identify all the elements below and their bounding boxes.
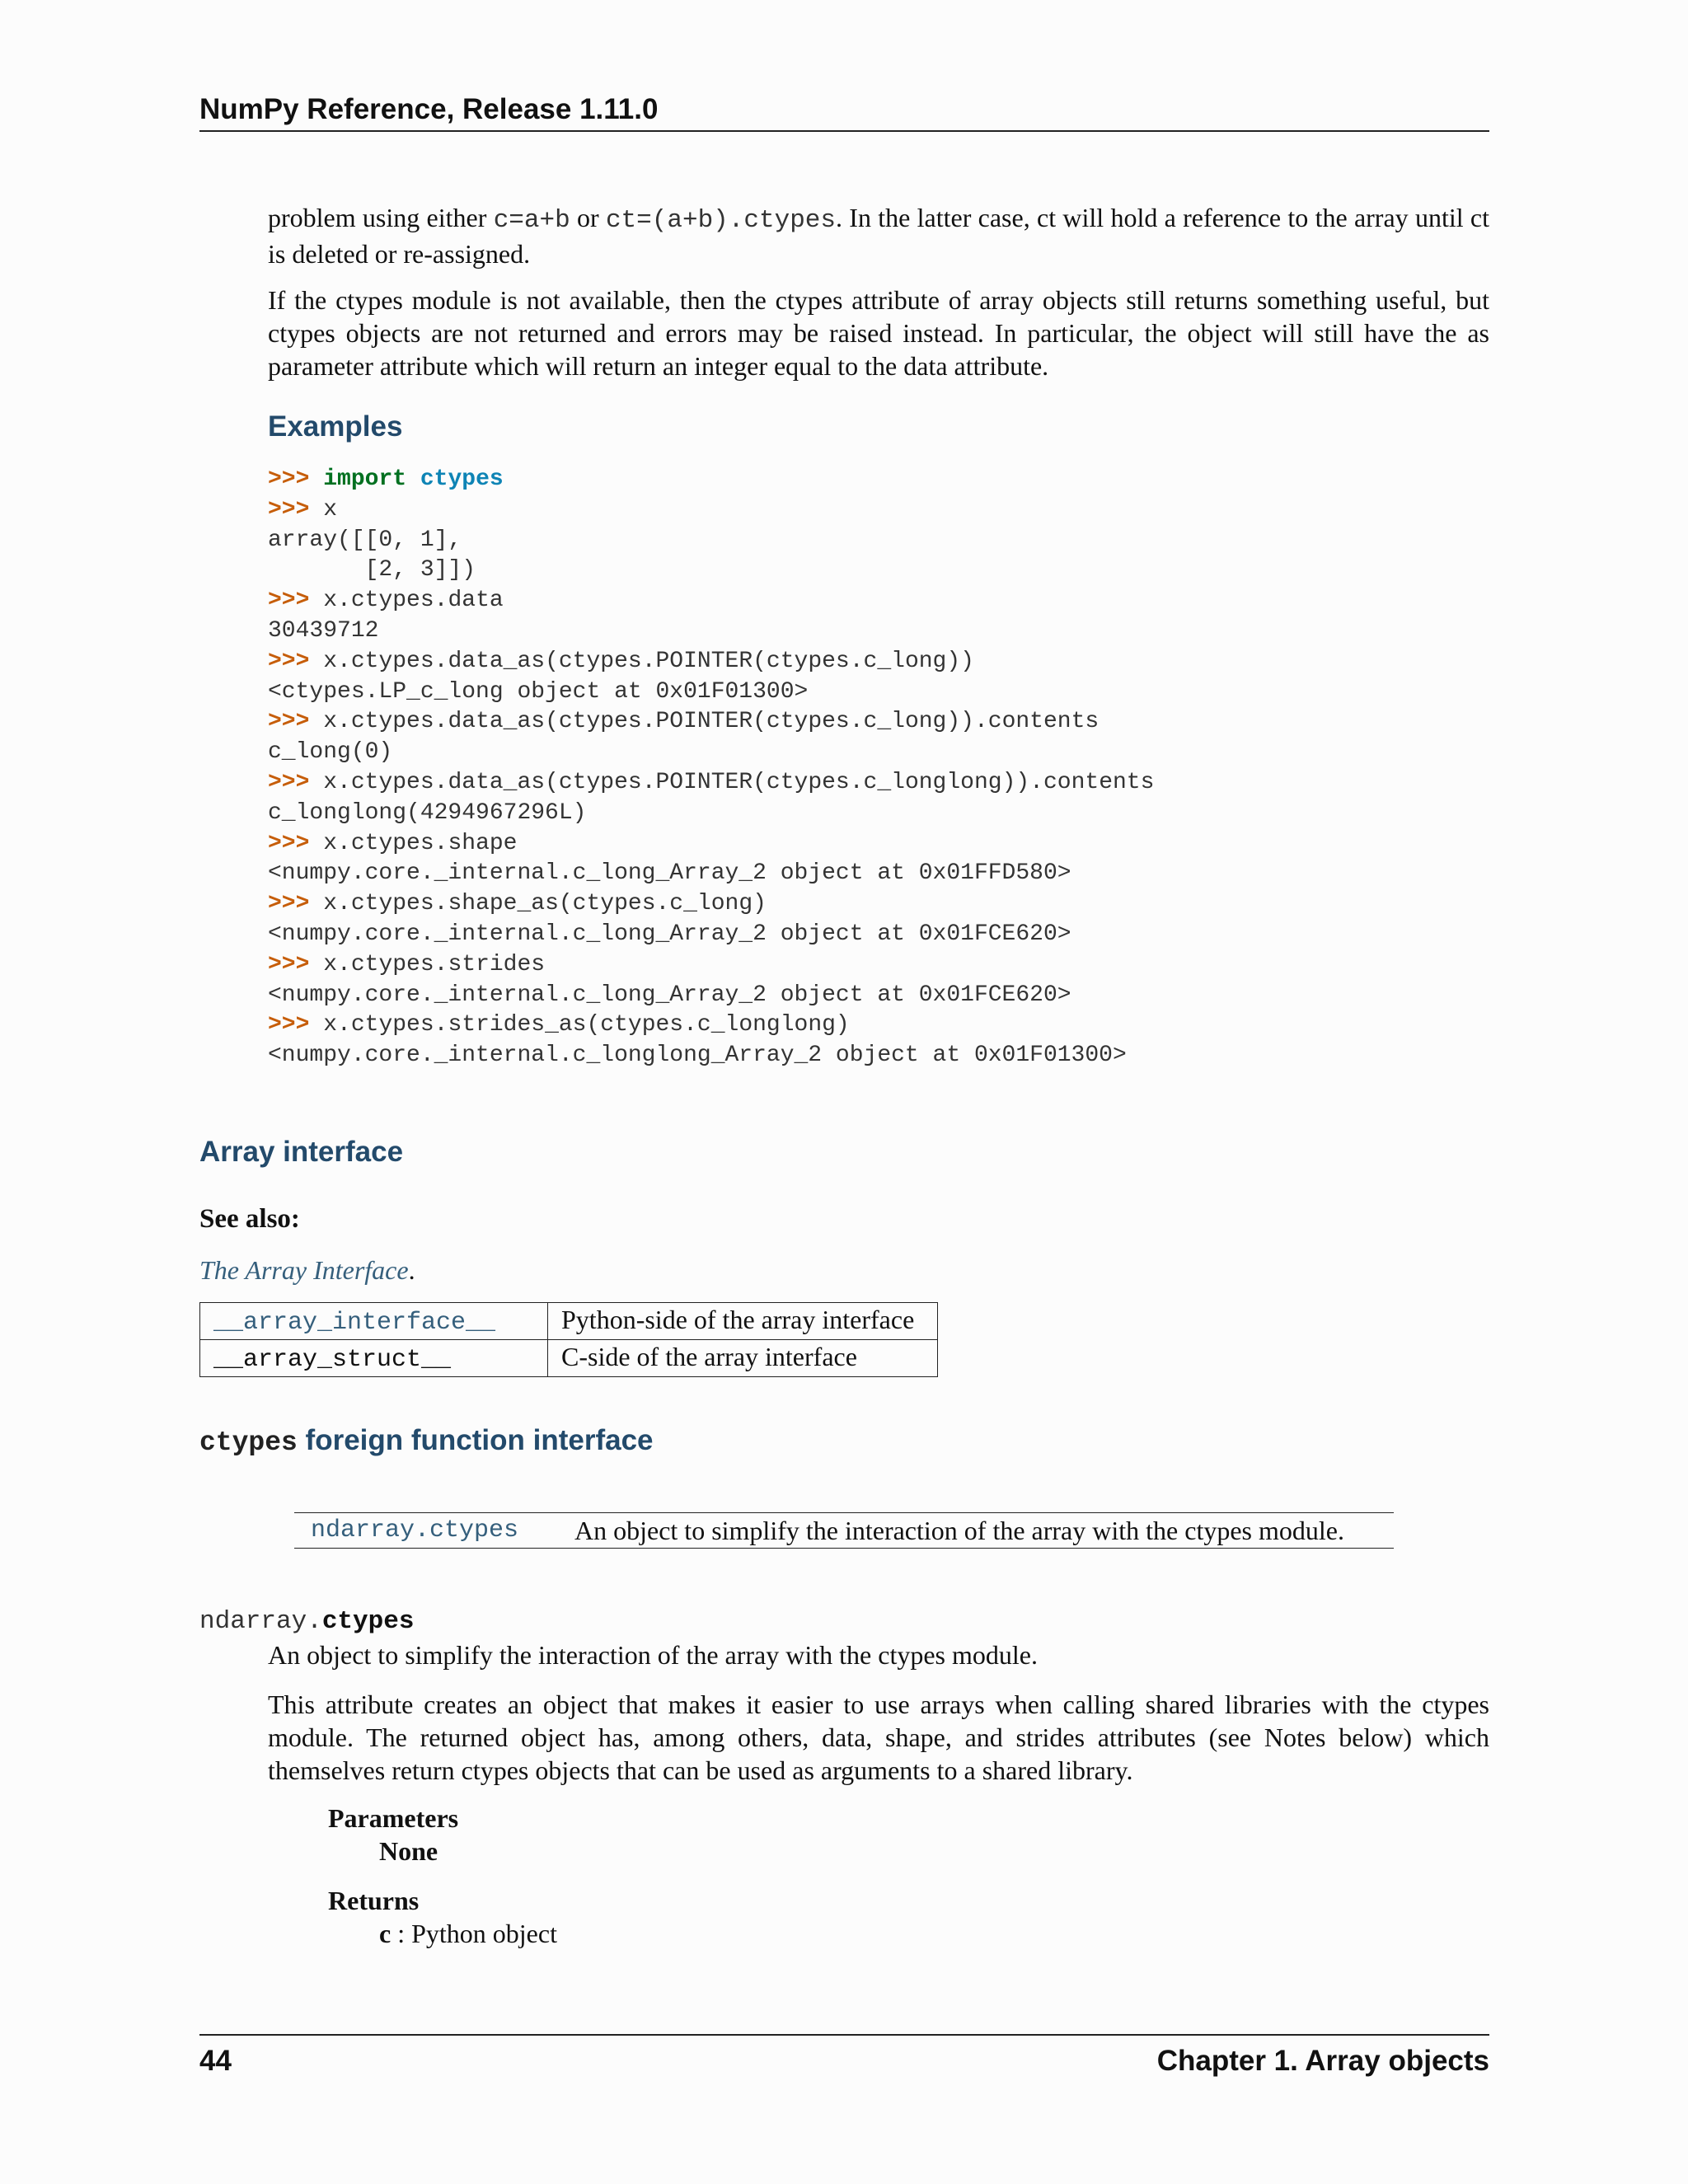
array-interface-attr-link[interactable]: __array_interface__ <box>213 1309 496 1337</box>
code-input: x.ctypes.strides <box>323 951 546 977</box>
attribute-signature <box>199 1607 414 1636</box>
code-output: <numpy.core._internal.c_long_Array_2 object at 0x01FCE620> <box>268 921 1071 947</box>
array-struct-attr: __array_struct__ <box>213 1346 452 1374</box>
prompt: >>> <box>268 709 310 735</box>
code-output: c_long(0) <box>268 739 393 766</box>
code-module: ctypes <box>420 466 504 492</box>
prompt: >>> <box>268 891 310 917</box>
prompt: >>> <box>268 951 310 977</box>
intro-text: . In the latter case, ct will hold a reference to the array until ct is deleted or re-assigned. <box>268 203 1490 269</box>
code-input: x.ctypes.data_as(ctypes.POINTER(ctypes.c_long)) <box>323 648 974 674</box>
code-output: c_longlong(4294967296L) <box>268 799 587 826</box>
table-row <box>200 1340 938 1377</box>
code-input: x.ctypes.data_as(ctypes.POINTER(ctypes.c_long)).contents <box>323 709 1100 735</box>
intro-text: or <box>570 203 606 232</box>
code-output: <ctypes.LP_c_long object at 0x01F01300> <box>268 678 809 705</box>
code-output: [2, 3]]) <box>268 557 476 583</box>
attribute-description-1: An object to simplify the interaction of the array with the ctypes module. <box>268 1640 1038 1670</box>
parameters-label: Parameters <box>328 1803 459 1833</box>
table-cell: Python-side of the array interface <box>548 1303 938 1340</box>
examples-heading: Examples <box>268 410 403 443</box>
array-interface-link[interactable]: The Array Interface <box>199 1255 409 1285</box>
running-header: NumPy Reference, Release 1.11.0 <box>199 93 659 125</box>
intro-paragraph-1 <box>268 201 1489 270</box>
array-interface-link-line <box>199 1255 415 1286</box>
returns-name: c <box>379 1919 392 1948</box>
table-cell <box>200 1303 548 1340</box>
returns-label: Returns <box>328 1886 420 1915</box>
code-input: x.ctypes.data_as(ctypes.POINTER(ctypes.c_longlong)).contents <box>323 769 1155 795</box>
array-interface-table <box>199 1302 938 1377</box>
see-also-label: See also: <box>199 1204 300 1234</box>
returns-type: Python object <box>411 1919 557 1948</box>
prompt: >>> <box>268 648 310 674</box>
returns-separator: : <box>391 1919 412 1948</box>
prompt: >>> <box>268 496 310 523</box>
inline-code: ct=(a+b).ctypes <box>605 206 836 235</box>
array-interface-heading: Array interface <box>199 1136 404 1168</box>
signature-prefix: ndarray. <box>199 1607 322 1636</box>
ctypes-ffi-heading <box>199 1424 654 1458</box>
chapter-title: Chapter 1. Array objects <box>1156 2045 1489 2077</box>
code-input: x.ctypes.shape <box>323 830 518 856</box>
attribute-description-2: This attribute creates an object that makes it easier to use arrays when calling shared libraries with the ctypes module. The returned object has, among others, data, shape, and strides attributes (see Notes below) which themselves return ctypes objects that can be used as arguments to a shared library. <box>268 1690 1489 1785</box>
table-cell <box>200 1340 548 1377</box>
heading-text: foreign function interface <box>297 1424 654 1456</box>
code-output: array([[0, 1], <box>268 527 462 553</box>
code-output: 30439712 <box>268 617 379 644</box>
code-input: x.ctypes.strides_as(ctypes.c_longlong) <box>323 1012 850 1038</box>
heading-code: ctypes <box>199 1427 298 1458</box>
footer-rule <box>199 2034 1489 2036</box>
examples-code-block <box>268 465 1154 1071</box>
inline-code: c=a+b <box>493 206 570 235</box>
summary-description: An object to simplify the interaction of the array with the ctypes module. <box>574 1516 1344 1545</box>
prompt: >>> <box>268 588 310 614</box>
table-cell: C-side of the array interface <box>548 1340 938 1377</box>
signature-name: ctypes <box>321 1607 415 1636</box>
intro-paragraph-2: If the ctypes module is not available, then the ctypes attribute of array objects still returns something useful, but ctypes objects are not returned and errors may be raised instead. In particular, the object will still have the as parameter attribute which will return an integer equal to the data attribute. <box>268 285 1489 381</box>
parameters-value: None <box>379 1836 438 1866</box>
prompt: >>> <box>268 830 310 856</box>
code-input: x.ctypes.data <box>323 588 504 614</box>
period: . <box>408 1255 415 1285</box>
code-input: x <box>323 496 338 523</box>
page-number: 44 <box>199 2045 232 2077</box>
prompt: >>> <box>268 466 310 492</box>
intro-text: problem using either <box>268 203 494 232</box>
code-output: <numpy.core._internal.c_longlong_Array_2 object at 0x01F01300> <box>268 1043 1127 1069</box>
code-keyword: import <box>323 466 407 492</box>
table-row <box>200 1303 938 1340</box>
returns-value <box>379 1919 557 1949</box>
ndarray-ctypes-link[interactable]: ndarray.ctypes <box>311 1516 519 1544</box>
prompt: >>> <box>268 1012 310 1038</box>
header-rule <box>199 130 1489 132</box>
ctypes-summary-table <box>294 1512 1394 1549</box>
code-output: <numpy.core._internal.c_long_Array_2 object at 0x01FFD580> <box>268 860 1071 887</box>
code-output: <numpy.core._internal.c_long_Array_2 object at 0x01FCE620> <box>268 982 1071 1008</box>
code-input: x.ctypes.shape_as(ctypes.c_long) <box>323 891 767 917</box>
prompt: >>> <box>268 769 310 795</box>
